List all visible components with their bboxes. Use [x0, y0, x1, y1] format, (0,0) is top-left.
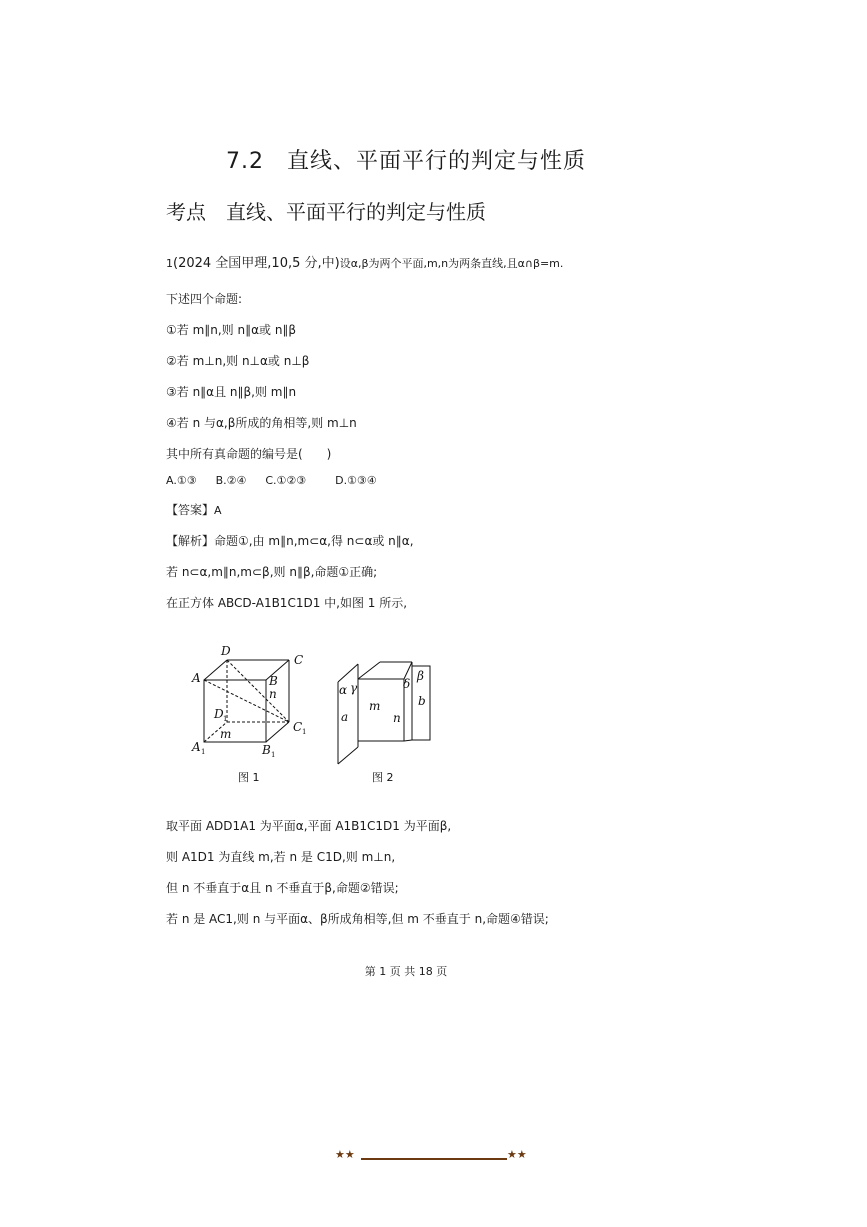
proposition-3: ③若 n∥α且 n∥β,则 m∥n — [166, 385, 297, 399]
fig2-label-b: b — [418, 694, 426, 708]
after-line-4: 若 n 是 AC1,则 n 与平面α、β所成角相等,但 m 不垂直于 n,命题④错误; — [166, 912, 549, 926]
figure-1-cube — [204, 660, 289, 742]
fig1-label-n: n — [269, 687, 277, 701]
analysis-line-2: 若 n⊂α,m∥n,m⊂β,则 n∥β,命题①正确; — [166, 565, 378, 579]
figure-1-caption: 图 1 — [238, 771, 260, 784]
intro-text: 下述四个命题: — [166, 292, 243, 306]
figure-2-caption: 图 2 — [372, 771, 394, 784]
deco-stars-left: ★★ — [335, 1148, 355, 1161]
deco-stars-right: ★★ — [507, 1148, 527, 1161]
answer-value: A — [214, 504, 222, 517]
fig2-label-beta: β — [417, 669, 424, 683]
page-footer: 第 1 页 共 18 页 — [364, 965, 448, 978]
after-line-1: 取平面 ADD1A1 为平面α,平面 A1B1C1D1 为平面β, — [166, 819, 452, 833]
options-row — [166, 474, 377, 487]
proposition-4: ④若 n 与α,β所成的角相等,则 m⊥n — [166, 416, 357, 430]
fig1-label-C1: C — [293, 720, 303, 734]
fig2-label-m: m — [369, 699, 381, 713]
option-b: B.②④ — [215, 474, 247, 487]
fig1-label-D1: D — [214, 707, 224, 721]
fig2-label-delta: δ — [403, 677, 411, 691]
fig1-label-B: B — [269, 674, 278, 688]
answer-label: 【答案】 — [166, 503, 215, 517]
fig1-sub-b1: 1 — [271, 751, 276, 759]
fig1-label-B1: B — [262, 743, 271, 757]
question-source: (2024 全国甲理,10,5 分,中) — [173, 256, 340, 271]
fig2-label-a: a — [341, 710, 349, 724]
option-d: D.①③④ — [335, 474, 377, 487]
proposition-2: ②若 m⊥n,则 n⊥α或 n⊥β — [166, 354, 310, 368]
analysis-text-1: 命题①,由 m∥n,m⊂α,得 n⊂α或 n∥α, — [214, 534, 414, 548]
fig2-label-alpha: α — [339, 683, 348, 697]
fig1-label-A: A — [192, 671, 201, 685]
fig1-label-C: C — [294, 653, 304, 667]
section-title: 考点 直线、平面平行的判定与性质 — [166, 200, 486, 224]
fig1-sub-a1: 1 — [201, 748, 206, 756]
proposition-1: ①若 m∥n,则 n∥α或 n∥β — [166, 323, 297, 337]
deco-line — [361, 1158, 507, 1160]
question-number: 1 — [166, 257, 173, 270]
fig2-label-gamma: γ — [350, 681, 358, 695]
question-prompt: 其中所有真命题的编号是( ) — [166, 447, 332, 461]
after-line-3: 但 n 不垂直于α且 n 不垂直于β,命题②错误; — [166, 881, 399, 895]
figures — [190, 642, 450, 792]
page-title: 7.2 直线、平面平行的判定与性质 — [226, 149, 586, 174]
fig1-sub-c1: 1 — [302, 728, 307, 736]
analysis-line-3: 在正方体 ABCD-A1B1C1D1 中,如图 1 所示, — [166, 596, 408, 610]
fig1-label-m: m — [220, 727, 232, 741]
question-line — [166, 252, 563, 271]
option-c: C.①②③ — [265, 474, 307, 487]
option-a: A.①③ — [166, 474, 197, 487]
fig1-label-A1: A — [192, 740, 201, 754]
fig2-label-n: n — [393, 711, 401, 725]
fig1-label-D: D — [221, 644, 231, 658]
question-text: 设α,β为两个平面,m,n为两条直线,且α∩β=m. — [339, 257, 564, 270]
fig1-sub-d1: 1 — [223, 715, 228, 723]
answer-row — [166, 501, 222, 518]
analysis-line-1 — [166, 532, 414, 549]
analysis-label: 【解析】 — [166, 534, 215, 548]
after-line-2: 则 A1D1 为直线 m,若 n 是 C1D,则 m⊥n, — [166, 850, 396, 864]
